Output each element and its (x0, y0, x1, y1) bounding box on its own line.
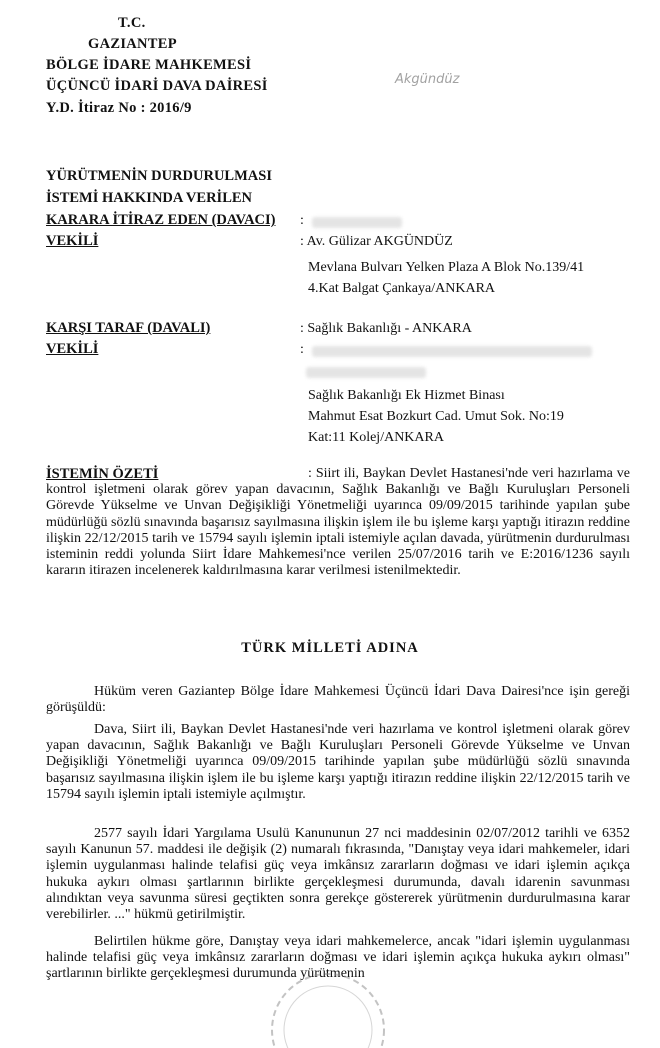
body-paragraph-1: Hüküm veren Gaziantep Bölge İdare Mahkemesi Üçüncü İdari Dava Dairesi'nce işin gereği görüşüldü: (46, 684, 630, 716)
opp-address-2: Mahmut Esat Bozkurt Cad. Umut Sok. No:19 (308, 409, 564, 424)
body-paragraph-3: 2577 sayılı İdari Yargılama Usulü Kanununun 27 nci maddesinin 02/07/2012 tarihli ve 6352 sayılı Kanunun 57. maddesi ile değişik (2) numaralı fıkrasında, "Danıştay veya idari mahkemeler, idari işlemin uygulanması halinde telafisi güç veya imkânsız zararların doğması ve idari işlemin açıkça hukuka aykırı olması şartlarının birlikte gerçekleşmesi durumunda, davalı idarenin savunması alındıktan veya savunma süresi geçtikten sonra gerekçe göstererek yürütmenin durdurulmasına karar verebilirler. ..." hükmü getirilmiştir. (46, 826, 630, 923)
header-case-no: Y.D. İtiraz No : 2016/9 (46, 100, 192, 116)
subject-line-1: YÜRÜTMENİN DURDURULMASI (46, 168, 272, 184)
header-tc: T.C. (118, 15, 146, 31)
subject-line-2: İSTEMİ HAKKINDA VERİLEN (46, 190, 253, 206)
objector-value: : (300, 213, 304, 228)
opp-address-3: Kat:11 Kolej/ANKARA (308, 430, 444, 445)
body-paragraph-4: Belirtilen hükme göre, Danıştay veya idari mahkemelerce, ancak "idari işlemin uygulanması halinde telafisi güç veya imkânsız zararların doğması ve idari işlemin açıkça hukuka aykırı olması" şartlarının birlikte gerçekleşmesi durumunda yürütmenin (46, 934, 630, 982)
opponent-label: KARŞI TARAF (DAVALI) (46, 320, 211, 336)
counsel-value: : Av. Gülizar AKGÜNDÜZ (300, 234, 453, 249)
summary-text: : Siirt ili, Baykan Devlet Hastanesi'nde veri hazırlama ve kontrol işletmeni olarak görev yapan davacının, Sağlık Bakanlığı ve Bağlı Kuruluşları Personeli Görevde Yükselme ve Unvan Değişikliği Yönetmeliği uyarınca 09/09/2015 tarihinde yapılan şube müdürlüğü sözlü sınavında başarısız sayılmasına ilişkin işlem ile bu işleme karşı yaptığı itirazın reddine ilişkin 22/12/2015 tarih ve 15794 sayılı işlemin iptali istemiyle açılan davada, yürütmenin durdurulması isteminin reddi yolunda Siirt İdare Mahkemesi'nce verilen 25/07/2016 tarih ve E:2016/1236 sayılı kararın itirazen incelenerek kaldırılmasına karar verilmesi istenilmektedir. (46, 466, 630, 579)
redacted-counsel-2 (306, 367, 426, 378)
objector-label: KARARA İTİRAZ EDEN (DAVACI) (46, 212, 276, 228)
opp-counsel-label: VEKİLİ (46, 341, 99, 357)
body-paragraph-2: Dava, Siirt ili, Baykan Devlet Hastanesi'nde veri hazırlama ve kontrol işletmeni olarak görev yapan davacının, Sağlık Bakanlığı ve Bağlı Kuruluşları Personeli Görevde Yükselme ve Unvan Değişikliği Yönetmeliği uyarınca 09/09/2015 tarihinde yapılan şube müdürlüğü sözlü sınavında başarısız sayılmasına ilişkin işlem ile bu işleme karşı yaptığı itirazın reddine ilişkin 22/12/2015 tarih ve 15794 sayılı işlemin iptali istemiyle açılmıştır. (46, 722, 630, 802)
header-city: GAZIANTEP (88, 36, 177, 52)
official-stamp (248, 968, 408, 1048)
opp-address-1: Sağlık Bakanlığı Ek Hizmet Binası (308, 388, 505, 403)
redacted-name (312, 217, 402, 228)
redacted-counsel-1 (312, 346, 592, 357)
summary-label: İSTEMİN ÖZETİ (46, 466, 159, 482)
counsel-address-2: 4.Kat Balgat Çankaya/ANKARA (308, 281, 496, 296)
opponent-value: : Sağlık Bakanlığı - ANKARA (300, 321, 472, 336)
header-chamber: ÜÇÜNCÜ İDARİ DAVA DAİRESİ (46, 78, 268, 94)
counsel-label: VEKİLİ (46, 233, 99, 249)
header-court: BÖLGE İDARE MAHKEMESİ (46, 57, 252, 73)
margin-note: Akgündüz (395, 72, 460, 87)
opp-counsel-value: : (300, 342, 304, 357)
counsel-address-1: Mevlana Bulvarı Yelken Plaza A Blok No.139/41 (308, 260, 585, 275)
decision-title: TÜRK MİLLETİ ADINA (241, 640, 419, 656)
